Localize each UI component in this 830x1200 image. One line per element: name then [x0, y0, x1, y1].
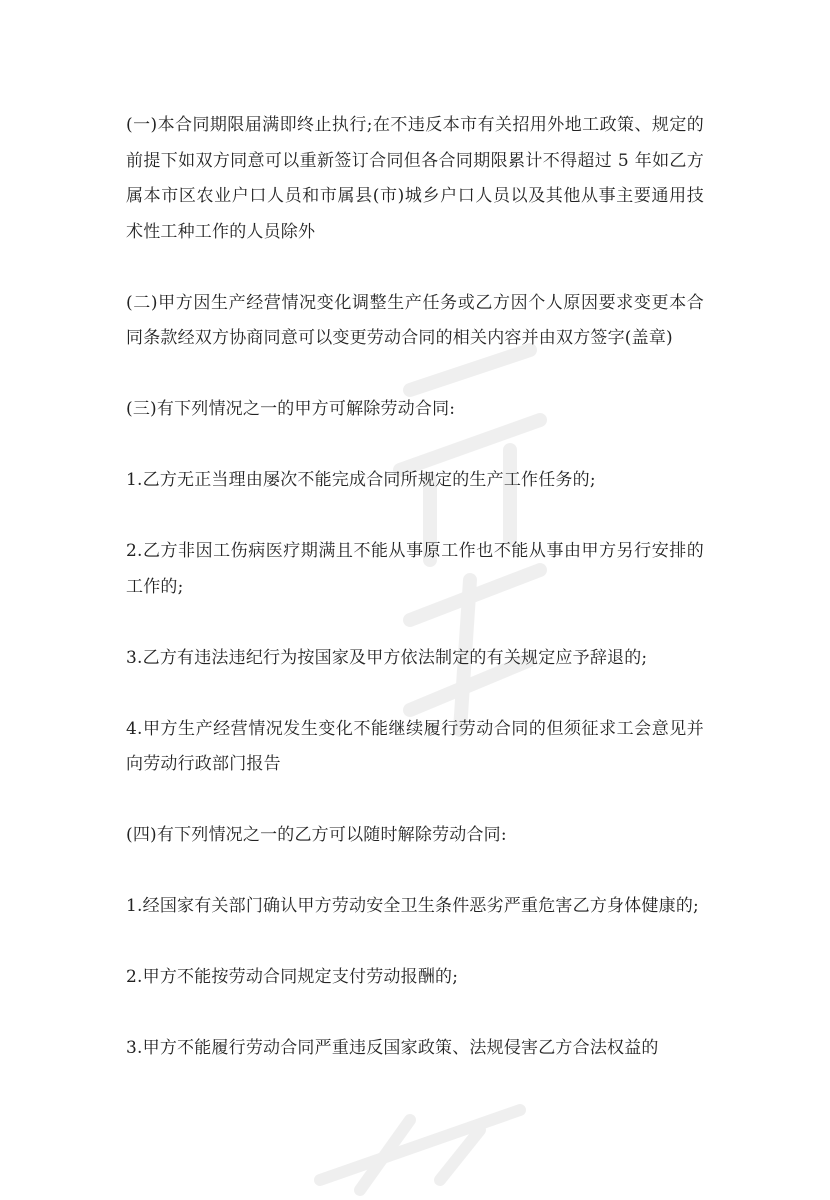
- paragraph-3: (三)有下列情况之一的甲方可解除劳动合同:: [126, 399, 456, 419]
- paragraph-8: (四)有下列情况之一的乙方可以随时解除劳动合同:: [126, 825, 507, 845]
- document-body: [126, 108, 704, 1102]
- paragraph-7: 4.甲方生产经营情况发生变化不能继续履行劳动合同的但须征求工会意见并向劳动行政部门报告: [126, 718, 704, 774]
- paragraph-4: 1.乙方无正当理由屡次不能完成合同所规定的生产工作任务的;: [126, 470, 596, 490]
- paragraph-2: (二)甲方因生产经营情况变化调整生产任务或乙方因个人原因要求变更本合同条款经双方协商同意可以变更劳动合同的相关内容并由双方签字(盖章): [126, 292, 704, 348]
- paragraph-10: 2.甲方不能按劳动合同规定支付劳动报酬的;: [126, 967, 459, 987]
- paragraph-1: (一)本合同期限届满即终止执行;在不违反本市有关招用外地工政策、规定的前提下如双方同意可以重新签订合同但各合同期限累计不得超过 5 年如乙方属本市区农业户口人员和市属县(市)城乡户口人员以及其他从事主要通用技术性工种工作的人员除外: [126, 115, 704, 242]
- paragraph-9: 1.经国家有关部门确认甲方劳动安全卫生条件恶劣严重危害乙方身体健康的;: [126, 896, 699, 916]
- paragraph-5: 2.乙方非因工伤病医疗期满且不能从事原工作也不能从事由甲方另行安排的工作的;: [126, 541, 704, 597]
- paragraph-11: 3.甲方不能履行劳动合同严重违反国家政策、法规侵害乙方合法权益的: [126, 1038, 659, 1058]
- paragraph-6: 3.乙方有违法违纪行为按国家及甲方依法制定的有关规定应予辞退的;: [126, 647, 648, 668]
